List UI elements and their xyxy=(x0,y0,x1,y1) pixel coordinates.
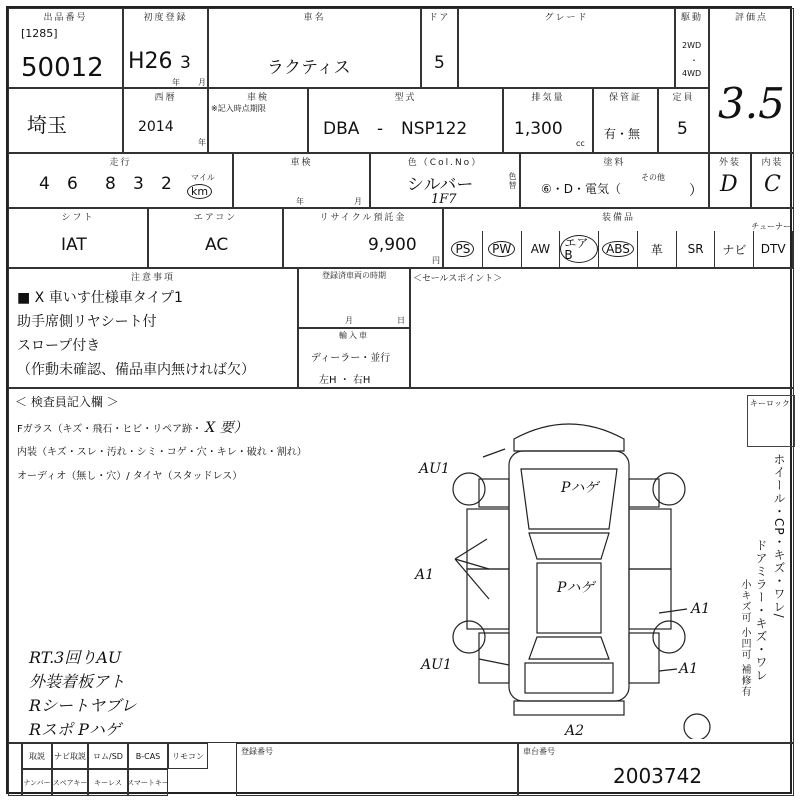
inspection-header: 車検 xyxy=(246,93,269,103)
damage-label: Pハゲ xyxy=(561,480,599,496)
color-code: 1F7 xyxy=(431,192,457,207)
drive-2wd: 2WD xyxy=(682,41,702,50)
pointer xyxy=(659,669,677,671)
left-front-wheel xyxy=(453,473,485,505)
first-reg-era-year: H26 xyxy=(128,49,173,74)
color-cell xyxy=(370,153,520,208)
equipment-item-label: 革 xyxy=(650,242,663,257)
inspector-glass-mark: X 要） xyxy=(205,420,248,436)
auction-sheet xyxy=(6,6,792,794)
western-year-unit: 年 xyxy=(198,138,206,147)
reg-history-day: 日 xyxy=(397,316,405,325)
mileage-digit: 4 xyxy=(39,174,50,194)
inspector-glass-line: Fガラス（キズ・飛石・ヒビ・リペア跡・ xyxy=(17,424,203,435)
capacity-cell xyxy=(658,88,709,153)
inspector-audio-line: オーディオ（無し・穴）/ タイヤ（スタッドレス） xyxy=(17,471,243,482)
mileage-digit: 3 xyxy=(133,174,144,194)
sales-points-header: ＜セールスポイント＞ xyxy=(413,274,503,284)
damage-label: A1 xyxy=(679,661,699,677)
doors-cell xyxy=(421,8,458,88)
equipment-item-label: エアB xyxy=(560,235,598,263)
side-note-mirror: ドアミラー・キズ・ワレ xyxy=(754,539,768,682)
interior-header: 内装 xyxy=(761,158,784,168)
ac-header: エアコン xyxy=(193,213,238,223)
keylock-header: キーロック xyxy=(750,399,790,408)
equipment-item-label: PS xyxy=(451,241,474,257)
mileage-header: 走行 xyxy=(109,158,132,168)
shift-cell xyxy=(8,208,148,268)
trunk-shape xyxy=(525,663,613,693)
displacement-unit: cc xyxy=(576,139,585,148)
model-dash: - xyxy=(377,119,384,139)
equipment-item xyxy=(444,231,483,267)
ac-cell xyxy=(148,208,283,268)
front-bumper-shape xyxy=(514,424,624,451)
grade-cell xyxy=(458,8,675,88)
right-rear-door-shape xyxy=(629,569,671,629)
sales-points-cell xyxy=(410,268,794,388)
interior-value: C xyxy=(764,172,781,197)
car-name-cell xyxy=(208,8,421,88)
drive-cell: 駆動 2WD ・ 4WD xyxy=(675,8,709,88)
side-note-wheel: ホイール・CP・キズ・ワレ/ xyxy=(772,453,786,619)
inspector-header: ＜ 検査員記入欄 ＞ xyxy=(15,395,119,409)
shift-header: シフト xyxy=(61,213,95,223)
notes-line: スロープ付き xyxy=(17,338,101,354)
pointer xyxy=(479,659,509,665)
spare-wheel xyxy=(684,714,710,739)
car-name-header: 車名 xyxy=(303,13,326,23)
equipment-item xyxy=(560,231,599,267)
score-header: 評価点 xyxy=(734,13,768,23)
car-name-value: ラクティス xyxy=(267,58,351,78)
windshield-shape xyxy=(529,533,609,559)
import-dealer: ディーラー・並行 xyxy=(311,353,391,364)
equipment-item-label: DTV xyxy=(760,242,786,256)
inspector-hand-line: Rシートヤブレ xyxy=(29,696,137,715)
inspector-area xyxy=(8,388,794,743)
model-code: NSP122 xyxy=(401,119,468,139)
recycle-fee-cell xyxy=(283,208,443,268)
region-cell xyxy=(8,88,123,153)
mileage-digit: 8 xyxy=(105,174,116,194)
inspection-exp-month: 月 xyxy=(354,197,362,206)
left-rear-wheel xyxy=(453,621,485,653)
equipment-item-label: ABS xyxy=(602,241,634,257)
chassis-value: 2003742 xyxy=(613,764,703,788)
inspection-exp-year: 年 xyxy=(296,197,304,206)
footer-check-item: キーレス xyxy=(88,769,128,796)
recycle-deposit-cell xyxy=(593,88,658,153)
equipment-item-label: ナビ xyxy=(722,242,747,257)
pointer xyxy=(659,609,687,613)
color-side: 色替 xyxy=(508,172,517,190)
paint-cell xyxy=(520,153,709,208)
reg-history-header: 登録済車両の時期 xyxy=(322,271,386,280)
equipment-item xyxy=(638,231,677,267)
notes-line: ■ X 車いす仕様車タイプ1 xyxy=(17,290,183,306)
paint-other: その他 xyxy=(641,173,665,182)
inspection-exp-cell xyxy=(233,153,370,208)
inspection-sub: ※記入時点期限 xyxy=(211,104,266,113)
notes-line: 助手席側リヤシート付 xyxy=(17,314,157,330)
inspection-exp-header: 車検 xyxy=(290,158,313,168)
reg-history-month: 月 xyxy=(345,316,353,325)
reg-history-cell xyxy=(298,268,410,328)
equipment-item xyxy=(677,231,716,267)
model-prefix: DBA xyxy=(323,119,360,139)
left-rear-door-shape xyxy=(467,569,509,629)
import-header: 輸入車 xyxy=(339,331,369,340)
exterior-cell xyxy=(709,153,751,208)
mileage-cell xyxy=(8,153,233,208)
inspection-cell xyxy=(208,88,308,153)
recycle-fee-value: 9,900 xyxy=(368,235,417,255)
damage-label: A2 xyxy=(565,723,585,739)
model-header: 型式 xyxy=(394,93,417,103)
paint-close: ） xyxy=(689,183,703,199)
first-reg-cell xyxy=(123,8,208,88)
equipment-item-label: SR xyxy=(687,242,704,256)
score-cell xyxy=(709,8,794,153)
footer-check-item: スマートキー xyxy=(128,769,168,796)
exterior-header: 外装 xyxy=(718,158,741,168)
left-front-door-shape xyxy=(467,509,509,569)
displacement-value: 1,300 xyxy=(514,119,563,139)
chassis-cell xyxy=(518,743,794,796)
rear-bumper-shape xyxy=(514,701,624,715)
capacity-header: 定員 xyxy=(672,93,695,103)
footer-top-row xyxy=(22,743,208,769)
grade-header: グレード xyxy=(544,13,589,23)
equipment-item-label: AW xyxy=(530,242,551,256)
mileage-unit-mile: マイル xyxy=(191,173,215,182)
footer-check-item: ナビ取説 xyxy=(52,743,88,769)
equipment-corner: チューナー xyxy=(751,222,791,231)
recycle-fee-unit: 円 xyxy=(432,256,440,265)
exterior-value: D xyxy=(720,172,738,197)
import-steering: 左H ・ 右H xyxy=(319,375,371,386)
damage-label: AU1 xyxy=(419,461,450,477)
damage-label: Pハゲ xyxy=(557,580,595,596)
doors-value: 5 xyxy=(434,53,445,73)
equipment-item xyxy=(522,231,561,267)
recycle-deposit-value: 有・無 xyxy=(604,127,641,141)
shift-value: IAT xyxy=(61,235,87,255)
displacement-header: 排気量 xyxy=(531,93,565,103)
recycle-fee-header: リサイクル預託金 xyxy=(319,213,407,223)
equipment-list xyxy=(444,231,793,267)
right-rear-fender-shape xyxy=(629,633,659,683)
western-year-value: 2014 xyxy=(138,119,174,135)
lot-header: 出品番号 xyxy=(43,13,88,23)
recycle-deposit-header: 保管証 xyxy=(608,93,642,103)
chassis-header: 車台番号 xyxy=(523,747,555,756)
footer-bottom-row xyxy=(22,769,168,796)
western-year-cell xyxy=(123,88,208,153)
inspector-hand-line: 外装着板アト xyxy=(29,672,126,691)
footer-check-item: スペアキー xyxy=(52,769,88,796)
rear-glass-shape xyxy=(529,637,609,659)
displacement-cell xyxy=(503,88,593,153)
drive-header: 駆動 xyxy=(680,13,703,23)
footer-check-item: 取説 xyxy=(22,743,52,769)
first-reg-year-unit: 年 xyxy=(172,78,180,87)
mileage-digit: 2 xyxy=(161,174,172,194)
footer-check-item: ナンバー xyxy=(22,769,52,796)
paint-header: 塗料 xyxy=(603,158,626,168)
inspector-hand-line: Rスポ Pハゲ xyxy=(29,720,121,739)
reg-no-header: 登録番号 xyxy=(241,747,273,756)
equipment-cell xyxy=(443,208,794,268)
ac-value: AC xyxy=(205,235,229,255)
equipment-header: 装備品 xyxy=(601,213,635,223)
mileage-unit-km: km xyxy=(187,184,212,199)
equipment-item xyxy=(599,231,638,267)
model-cell xyxy=(308,88,503,153)
footer-check-item: B-CAS xyxy=(128,743,168,769)
capacity-value: 5 xyxy=(677,119,688,139)
notes-header: 注意事項 xyxy=(130,273,175,283)
footer-check-item: リモコン xyxy=(168,743,208,769)
color-value: シルバー xyxy=(407,175,474,195)
lot-bracket: [1285] xyxy=(21,27,58,40)
score-value: 3.5 xyxy=(718,79,785,128)
right-rear-wheel xyxy=(653,621,685,653)
notes-cell xyxy=(8,268,298,388)
right-front-door-shape xyxy=(629,509,671,569)
doors-header: ドア xyxy=(428,13,451,23)
mileage-digit: 6 xyxy=(67,174,78,194)
lot-number: 50012 xyxy=(21,53,104,83)
equipment-item xyxy=(754,231,793,267)
car-damage-diagram xyxy=(409,409,729,739)
equipment-item xyxy=(483,231,522,267)
footer-check-item: ロム/SD xyxy=(88,743,128,769)
damage-label: A1 xyxy=(415,567,435,583)
damage-label: AU1 xyxy=(421,657,452,673)
first-reg-month: 3 xyxy=(180,53,191,73)
lot-cell xyxy=(8,8,123,88)
roof-shape xyxy=(537,563,601,633)
color-header: 色（Col.No） xyxy=(407,158,483,168)
damage-label: A1 xyxy=(691,601,711,617)
first-reg-month-unit: 月 xyxy=(198,78,206,87)
keylock-box xyxy=(747,395,795,447)
pointer xyxy=(483,449,505,457)
western-year-header: 西暦 xyxy=(154,93,177,103)
drive-4wd: 4WD xyxy=(682,69,702,78)
inspector-interior-line: 内装（キズ・スレ・汚れ・シミ・コゲ・穴・キレ・破れ・割れ） xyxy=(17,447,307,458)
reg-no-cell xyxy=(236,743,518,796)
paint-value: ⑥・D・電気（ xyxy=(541,182,621,196)
equipment-item-label: PW xyxy=(488,241,515,257)
notes-line: （作動未確認、備品車内無ければ欠） xyxy=(17,362,255,378)
first-reg-header: 初度登録 xyxy=(143,13,188,23)
footer xyxy=(8,743,794,796)
right-front-wheel xyxy=(653,473,685,505)
side-note-repair: 小キズ可 小凹可 補修有 xyxy=(739,579,750,698)
equipment-item xyxy=(715,231,754,267)
left-rear-fender-shape xyxy=(479,633,509,683)
interior-cell xyxy=(751,153,794,208)
inspector-hand-line: RT.3回りAU xyxy=(29,648,122,667)
import-cell xyxy=(298,328,410,388)
region-value: 埼玉 xyxy=(27,113,67,137)
